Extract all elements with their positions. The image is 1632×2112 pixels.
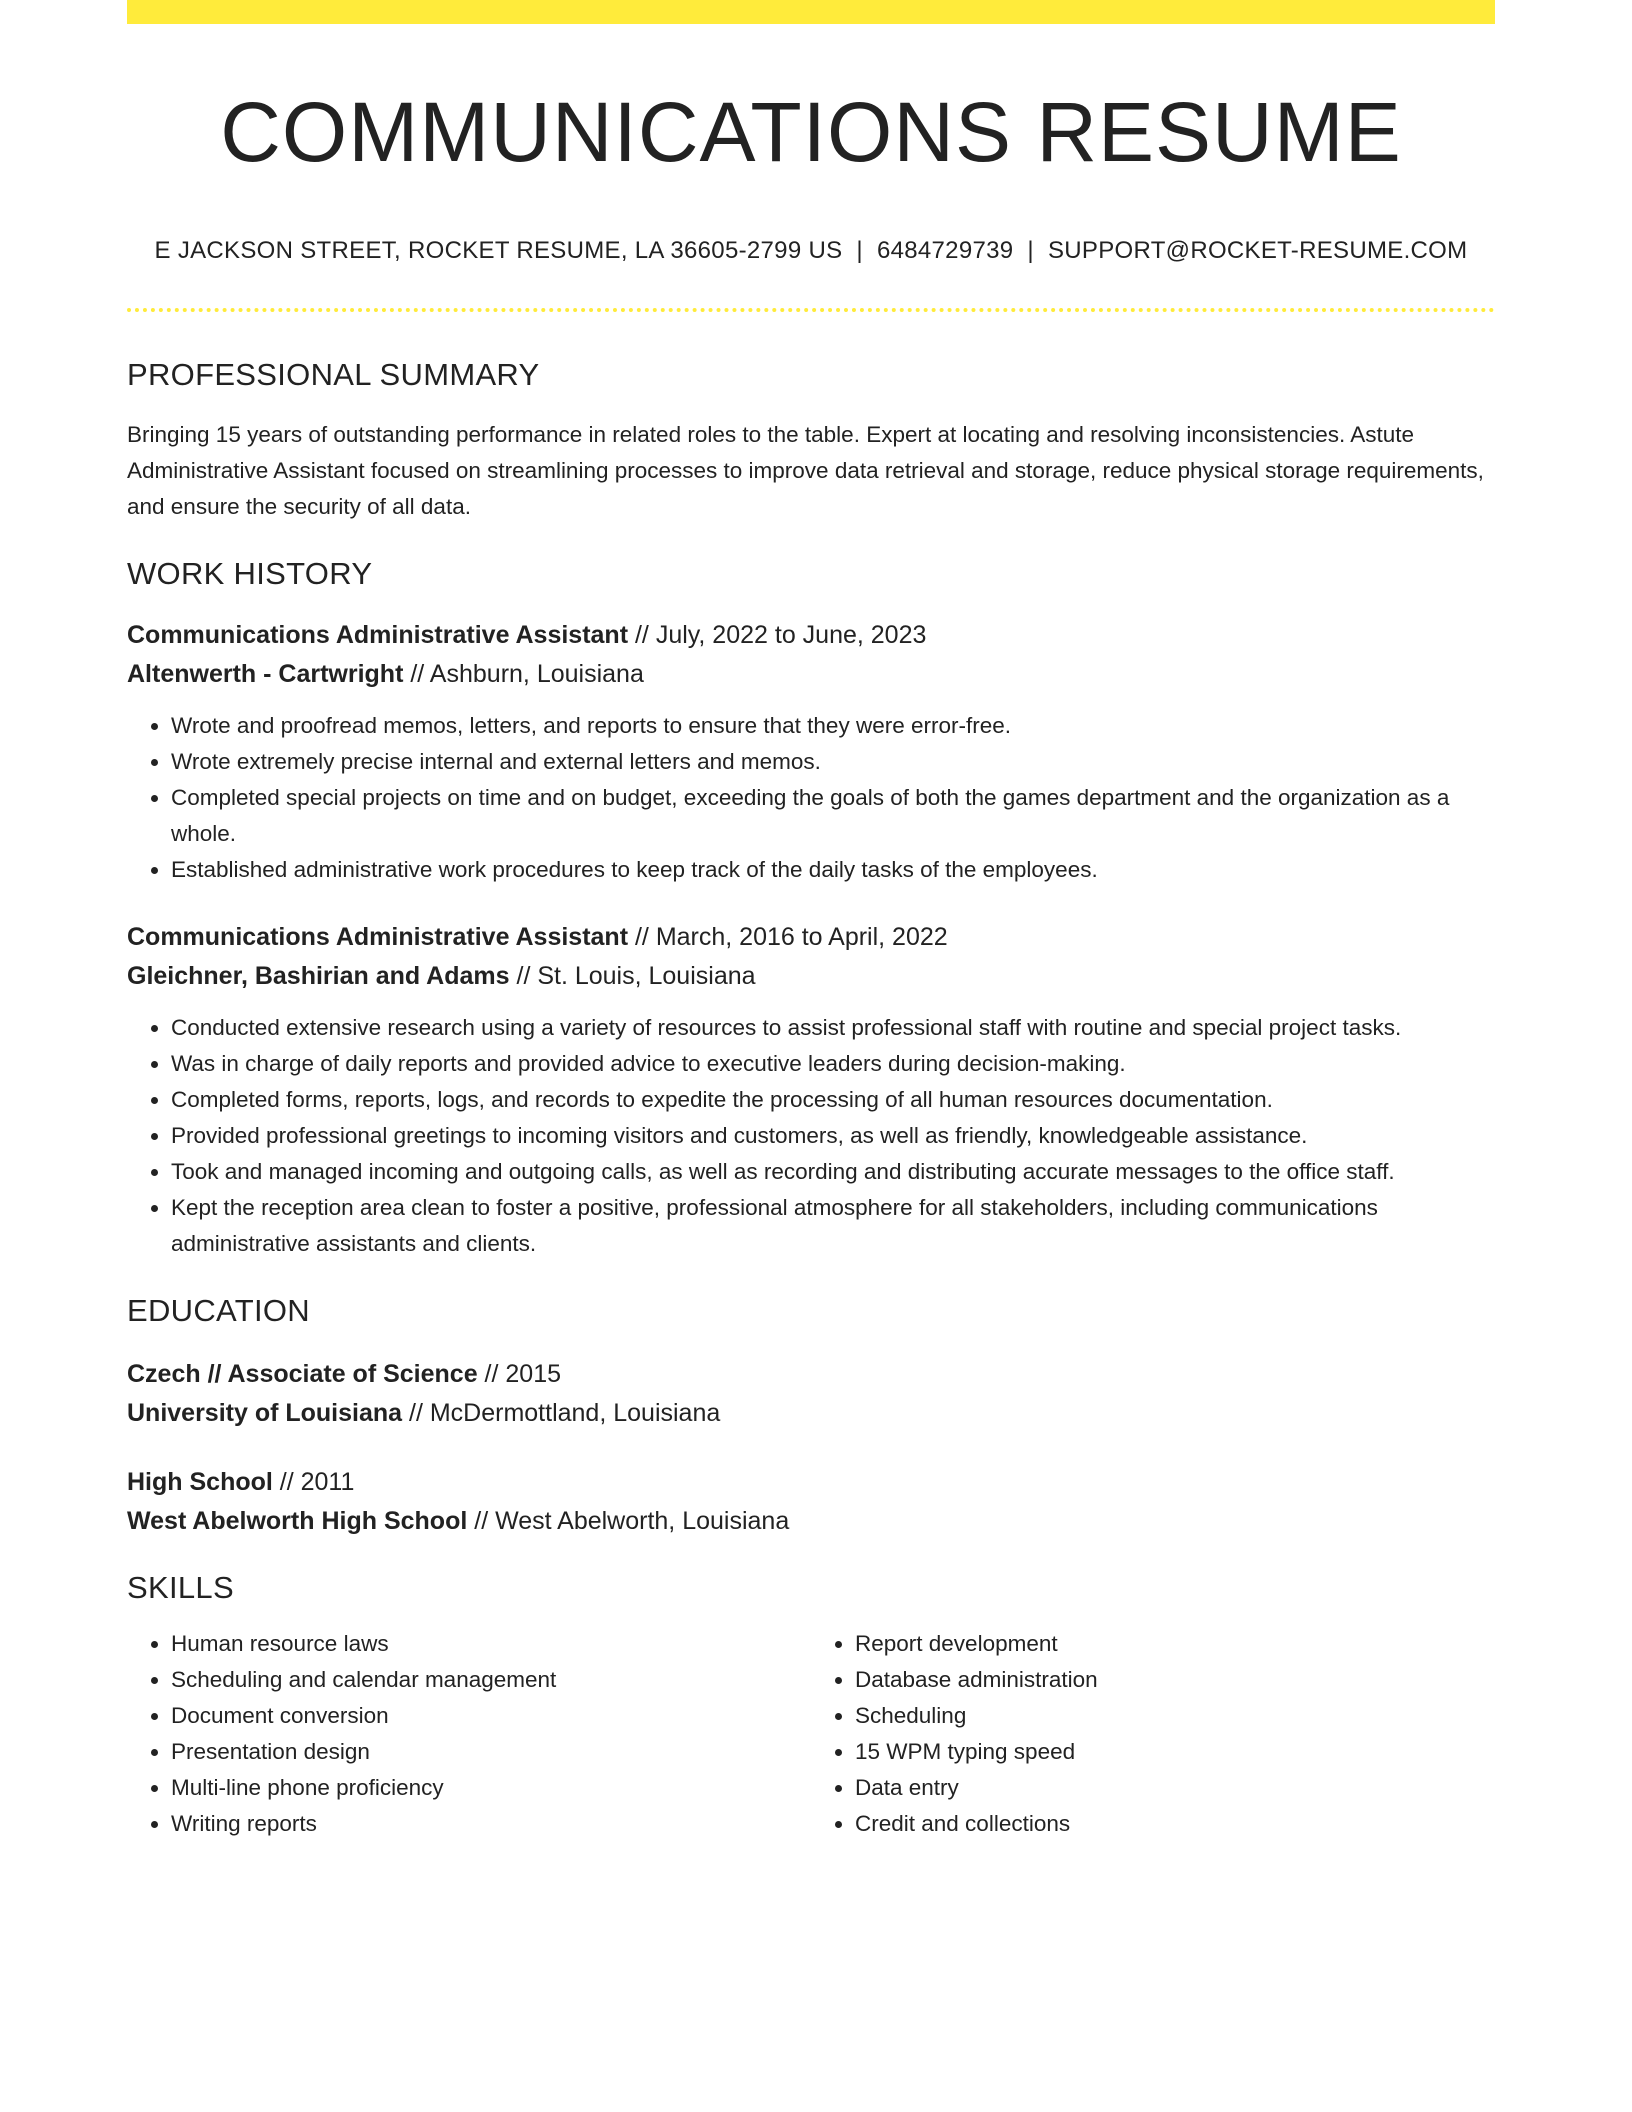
job-title-line: [127, 918, 1495, 957]
skill-item: • Human resource laws: [171, 1626, 811, 1662]
education-school: University of Louisiana: [127, 1399, 403, 1428]
work-history-heading: WORK HISTORY: [127, 555, 373, 591]
skills-list-right: [811, 1626, 1495, 1842]
education-entry: [127, 1355, 1495, 1433]
education-degree: Czech // Associate of Science: [127, 1360, 478, 1389]
accent-top-bar: [127, 0, 1495, 24]
job-bullet: • Completed forms, reports, logs, and records to expedite the processing of all human resources documentation.: [171, 1082, 1495, 1118]
job-bullet: • Kept the reception area clean to foster a positive, professional atmosphere for all stakeholders, including communications administrative assistants and clients.: [171, 1190, 1495, 1262]
job-bullets: [127, 1010, 1495, 1262]
skill-item: • 15 WPM typing speed: [855, 1734, 1495, 1770]
skill-item: • Writing reports: [171, 1806, 811, 1842]
dotted-divider: [127, 308, 1495, 312]
contact-phone: 6484729739: [876, 236, 1014, 264]
job-location: // St. Louis, Louisiana: [509, 961, 756, 990]
skill-item: • Credit and collections: [855, 1806, 1495, 1842]
job-bullet: • Completed special projects on time and on budget, exceeding the goals of both the games department and the organization as a whole.: [171, 780, 1495, 852]
job-entry: [127, 918, 1495, 1262]
skills-heading: SKILLS: [127, 1570, 234, 1606]
job-location: // Ashburn, Louisiana: [403, 659, 644, 688]
skill-item: • Scheduling: [855, 1698, 1495, 1734]
skill-item: • Document conversion: [171, 1698, 811, 1734]
summary-heading: PROFESSIONAL SUMMARY: [127, 356, 540, 392]
skill-item: • Multi-line phone proficiency: [171, 1770, 811, 1806]
contact-line: [127, 237, 1495, 266]
skill-item: • Report development: [855, 1626, 1495, 1662]
job-company: Gleichner, Bashirian and Adams: [127, 961, 510, 990]
job-bullet: • Wrote and proofread memos, letters, and reports to ensure that they were error-free.: [171, 708, 1495, 744]
contact-separator: |: [856, 236, 863, 264]
job-role: Communications Administrative Assistant: [127, 620, 629, 649]
education-degree-line: [127, 1355, 1495, 1394]
job-bullet: • Conducted extensive research using a variety of resources to assist professional staff with routine and special project tasks.: [171, 1010, 1495, 1046]
job-company: Altenwerth - Cartwright: [127, 659, 404, 688]
resume-content: [127, 0, 1495, 1842]
job-company-line: [127, 655, 1495, 694]
job-title-line: [127, 616, 1495, 655]
education-year: // 2011: [272, 1468, 355, 1497]
education-entry: [127, 1463, 1495, 1541]
skills-list-left: [127, 1626, 811, 1842]
job-role: Communications Administrative Assistant: [127, 922, 629, 951]
job-company-line: [127, 957, 1495, 996]
job-bullets: [127, 708, 1495, 888]
resume-name: COMMUNICATIONS RESUME: [220, 85, 1402, 179]
education-location: // McDermottland, Louisiana: [402, 1399, 721, 1428]
job-dates: // March, 2016 to April, 2022: [628, 922, 948, 951]
job-bullet: • Was in charge of daily reports and provided advice to executive leaders during decision-making.: [171, 1046, 1495, 1082]
education-school: West Abelworth High School: [127, 1507, 468, 1536]
skill-item: • Data entry: [855, 1770, 1495, 1806]
education-degree-line: [127, 1463, 1495, 1502]
contact-email: SUPPORT@ROCKET-RESUME.COM: [1047, 236, 1468, 264]
skill-item: • Scheduling and calendar management: [171, 1662, 811, 1698]
job-bullet: • Wrote extremely precise internal and external letters and memos.: [171, 744, 1495, 780]
job-bullet: • Took and managed incoming and outgoing calls, as well as recording and distributing accurate messages to the office staff.: [171, 1154, 1495, 1190]
education-degree: High School: [127, 1468, 273, 1497]
skill-item: • Presentation design: [171, 1734, 811, 1770]
education-heading: EDUCATION: [127, 1292, 310, 1328]
job-dates: // July, 2022 to June, 2023: [628, 620, 927, 649]
job-entry: [127, 616, 1495, 888]
contact-address: E JACKSON STREET, ROCKET RESUME, LA 36605-2799 US: [154, 236, 843, 264]
education-school-line: [127, 1502, 1495, 1541]
job-bullet: • Established administrative work procedures to keep track of the daily tasks of the employees.: [171, 852, 1495, 888]
job-bullet: • Provided professional greetings to incoming visitors and customers, as well as friendly, knowledgeable assistance.: [171, 1118, 1495, 1154]
summary-text: Bringing 15 years of outstanding performance in related roles to the table. Expert at locating and resolving inconsistencies. Astute Administrative Assistant focused on streamlining processes to improve data retrieval and storage, reduce physical storage requirements, and ensure the security of all data.: [127, 421, 1484, 519]
education-school-line: [127, 1394, 1495, 1433]
skill-item: • Database administration: [855, 1662, 1495, 1698]
contact-separator: |: [1027, 236, 1034, 264]
skills-columns: [127, 1626, 1495, 1842]
education-year: // 2015: [477, 1360, 562, 1389]
education-location: // West Abelworth, Louisiana: [467, 1507, 790, 1536]
